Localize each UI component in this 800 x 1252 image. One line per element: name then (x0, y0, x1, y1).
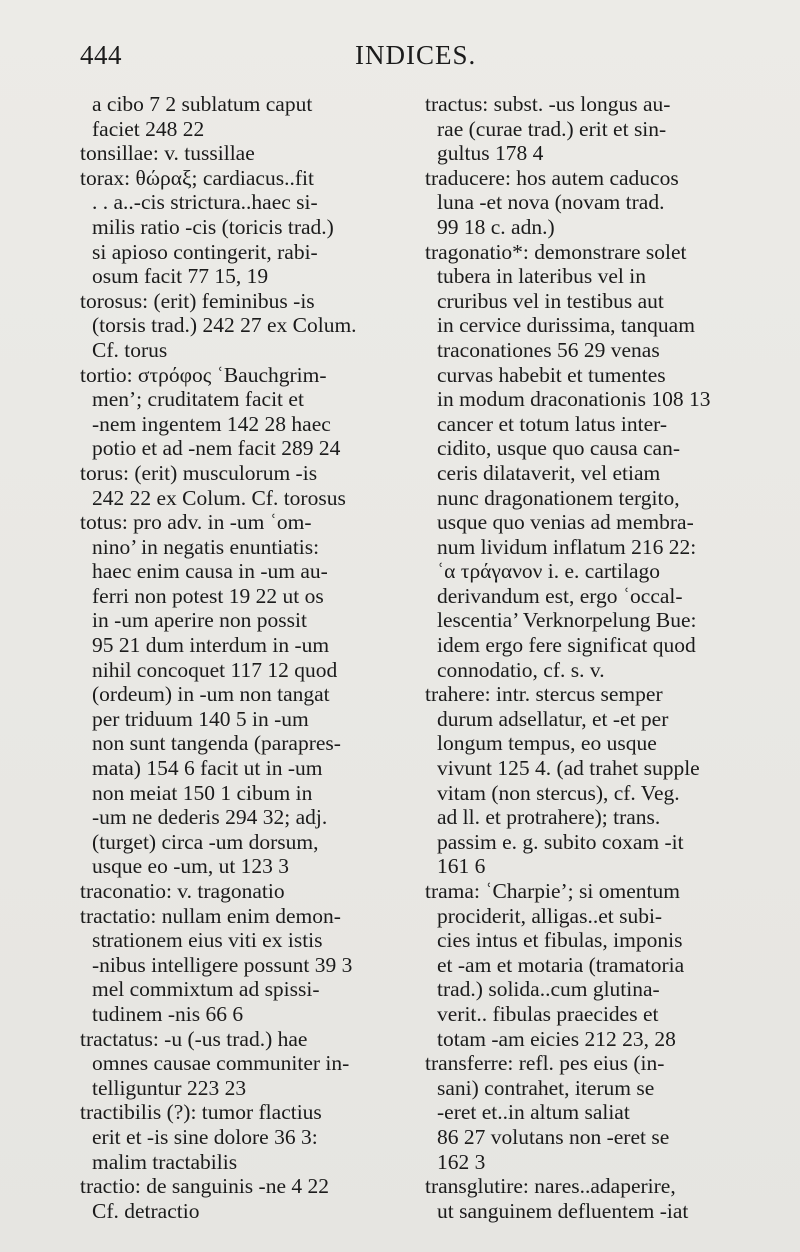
entry-headword-line: tractus: subst. -us longus au- (425, 92, 671, 116)
entry-continuation-line: ut sanguinem defluentem -iat (437, 1198, 689, 1223)
entry-continuation-line: traconationes 56 29 venas (437, 337, 660, 362)
entry-headword-line: torosus: (erit) feminibus -is (80, 288, 315, 313)
page-title: INDICES. (355, 40, 477, 70)
entry-continuation-line: . . a..-cis strictura..haec si- (92, 190, 318, 215)
running-header (80, 40, 752, 80)
entry-continuation-line: si apioso contingerit, rabi- (92, 239, 318, 264)
entry-continuation-line: in modum draconationis 108 13 (437, 387, 711, 412)
entry-headword-line: trama: ʿCharpie’; si omentum (425, 879, 680, 903)
entry-continuation-line: -eret et..in altum saliat (437, 1100, 630, 1125)
entry-continuation-line: non meiat 150 1 cibum in (92, 780, 313, 805)
entry-continuation-line: curvas habebit et tumentes (437, 362, 666, 387)
entry-continuation-line: nino’ in negatis enuntiatis: (92, 534, 320, 559)
entry-continuation-line: per triduum 140 5 in -um (92, 706, 309, 731)
entry-continuation-line: erit et -is sine dolore 36 3: (92, 1124, 318, 1149)
entry-continuation-line: tudinem -nis 66 6 (92, 1001, 244, 1026)
entry-continuation-line: luna -et nova (novam trad. (437, 190, 665, 215)
entry-headword-line: trahere: intr. stercus semper (425, 682, 663, 707)
entry-continuation-line: strationem eius viti ex istis (92, 928, 323, 953)
entry-continuation-line: milis ratio -cis (toricis trad.) (92, 214, 334, 239)
entry-continuation-line: lescentia’ Verknorpelung Bue: (437, 608, 697, 633)
entry-continuation-line: vivunt 125 4. (ad trahet supple (437, 756, 700, 781)
entry-continuation-line: 99 18 c. adn.) (437, 214, 555, 239)
entry-continuation-line: ad ll. et protrahere); trans. (437, 805, 661, 830)
entry-continuation-line: cidito, usque quo causa can- (437, 436, 680, 461)
entry-continuation-line: ferri non potest 19 22 ut os (92, 583, 324, 608)
entry-headword-line: tractio: de sanguinis -ne 4 22 (80, 1174, 329, 1199)
entry-continuation-line: mel commixtum ad spissi- (92, 977, 320, 1002)
entry-continuation-line: prociderit, alligas..et subi- (437, 903, 663, 928)
entry-continuation-line: in -um aperire non possit (92, 608, 307, 633)
entry-continuation-line: cruribus vel in testibus aut (437, 288, 664, 313)
right-column (425, 92, 755, 1223)
entry-headword-line: torax: θώραξ; cardiacus..fit (80, 165, 314, 190)
entry-headword-line: tragonatio*: demonstrare solet (425, 239, 687, 264)
entry-continuation-line: telliguntur 223 23 (92, 1075, 247, 1100)
left-column (80, 92, 400, 1223)
entry-continuation-line: osum facit 77 15, 19 (92, 264, 269, 289)
entry-continuation-line: Cf. torus (92, 337, 168, 362)
entry-headword-line: transglutire: nares..adaperire, (425, 1174, 676, 1199)
entry-headword-line: transferre: refl. pes eius (in- (425, 1051, 665, 1076)
entry-continuation-line: -um ne dederis 294 32; adj. (92, 805, 328, 830)
entry-continuation-line: haec enim causa in -um au- (92, 559, 328, 584)
entry-continuation-line: derivandum est, ergo ʿoccal- (437, 583, 683, 608)
entry-continuation-line: malim tractabilis (92, 1149, 238, 1174)
entry-continuation-line: men’; cruditatem facit et (92, 387, 304, 412)
entry-continuation-line: a cibo 7 2 sublatum caput (92, 92, 313, 116)
entry-continuation-line: passim e. g. subito coxam -it (437, 829, 684, 854)
entry-headword-line: tonsillae: v. tussillae (80, 141, 255, 166)
entry-continuation-line: (ordeum) in -um non tangat (92, 682, 330, 707)
entry-continuation-line: usque eo -um, ut 123 3 (92, 854, 290, 879)
entry-continuation-line: Cf. detractio (92, 1198, 200, 1223)
entry-headword-line: tortio: στρόφος ʿBauchgrim- (80, 362, 327, 387)
entry-continuation-line: durum adsellatur, et -et per (437, 706, 669, 731)
entry-continuation-line: omnes causae communiter in- (92, 1051, 350, 1076)
entry-continuation-line: sani) contrahet, iterum se (437, 1075, 655, 1100)
entry-continuation-line: -nem ingentem 142 28 haec (92, 411, 331, 436)
entry-continuation-line: 242 22 ex Colum. Cf. torosus (92, 485, 346, 510)
entry-continuation-line: in cervice durissima, tanquam (437, 313, 695, 338)
entry-continuation-line: faciet 248 22 (92, 116, 205, 141)
entry-continuation-line: (turget) circa -um dorsum, (92, 829, 319, 854)
entry-headword-line: totus: pro adv. in -um ʿom- (80, 510, 312, 535)
entry-continuation-line: ʿα τράγανον i. e. cartilago (437, 559, 660, 584)
entry-headword-line: tractatio: nullam enim demon- (80, 903, 341, 928)
entry-continuation-line: gultus 178 4 (437, 141, 544, 166)
entry-headword-line: torus: (erit) musculorum -is (80, 460, 318, 485)
entry-continuation-line: totam -am eicies 212 23, 28 (437, 1026, 676, 1051)
page-number: 444 (80, 40, 122, 70)
entry-continuation-line: tubera in lateribus vel in (437, 264, 646, 289)
entry-continuation-line: ceris dilataverit, vel etiam (437, 460, 661, 485)
entry-continuation-line: idem ergo fere significat quod (437, 633, 696, 658)
entry-continuation-line: connodatio, cf. s. v. (437, 657, 605, 682)
entry-continuation-line: vitam (non stercus), cf. Veg. (437, 780, 680, 805)
entry-continuation-line: nunc dragonationem tergito, (437, 485, 680, 510)
entry-headword-line: traducere: hos autem caducos (425, 165, 679, 190)
entry-continuation-line: cancer et totum latus inter- (437, 411, 668, 436)
entry-continuation-line: trad.) solida..cum glutina- (437, 977, 660, 1002)
entry-continuation-line: verit.. fibulas praecides et (437, 1001, 659, 1026)
entry-continuation-line: num lividum inflatum 216 22: (437, 534, 697, 559)
entry-continuation-line: 162 3 (437, 1149, 486, 1174)
entry-continuation-line: (torsis trad.) 242 27 ex Colum. (92, 313, 357, 338)
entry-headword-line: tractatus: -u (-us trad.) hae (80, 1026, 308, 1051)
entry-continuation-line: longum tempus, eo usque (437, 731, 657, 756)
entry-headword-line: tractibilis (?): tumor flactius (80, 1100, 322, 1125)
entry-continuation-line: mata) 154 6 facit ut in -um (92, 756, 323, 781)
entry-continuation-line: 95 21 dum interdum in -um (92, 633, 330, 658)
entry-continuation-line: usque quo venias ad membra- (437, 510, 694, 535)
entry-headword-line: traconatio: v. tragonatio (80, 879, 285, 903)
entry-continuation-line: non sunt tangenda (parapres- (92, 731, 341, 756)
entry-continuation-line: et -am et motaria (tramatoria (437, 952, 685, 977)
entry-continuation-line: 86 27 volutans non -eret se (437, 1124, 670, 1149)
entry-continuation-line: cies intus et fibulas, imponis (437, 928, 683, 953)
entry-continuation-line: rae (curae trad.) erit et sin- (437, 116, 667, 141)
entry-continuation-line: 161 6 (437, 854, 486, 879)
entry-continuation-line: potio et ad -nem facit 289 24 (92, 436, 341, 461)
entry-continuation-line: -nibus intelligere possunt 39 3 (92, 952, 353, 977)
entry-continuation-line: nihil concoquet 117 12 quod (92, 657, 338, 682)
